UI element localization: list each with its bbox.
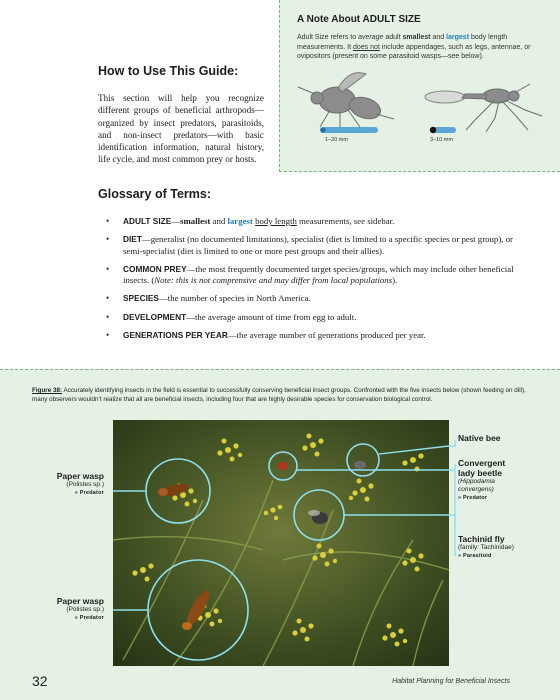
- how-to-use-heading: How to Use This Guide:: [98, 64, 239, 78]
- native-bee-label: Native bee: [458, 433, 501, 443]
- page-number: 32: [32, 673, 48, 689]
- tachinid-callout: Tachinid fly (family: Tachinidae) » Parasitoid: [458, 534, 514, 559]
- glossary-item-generations: • GENERATIONS PER YEAR—the average number of generations produced per year.: [106, 330, 526, 342]
- adult-size-sidebar: [279, 0, 560, 172]
- crane-fly-silhouette-icon: [425, 84, 542, 132]
- small-scale-label: 1–20 mm: [325, 137, 348, 143]
- running-footer: Habitat Planning for Beneficial Insects: [392, 678, 510, 685]
- paper-wasp-top-callout: Paper wasp (Polistes sp.) » Predator: [56, 471, 104, 496]
- figure-label: Figure 38:: [32, 387, 63, 394]
- glossary-item-adult-size: • ADULT SIZE—smallest and largest body length measurements, see sidebar.: [106, 216, 526, 228]
- native-bee-icon: [354, 461, 366, 469]
- paper-wasp-bottom-callout: Paper wasp (Polistes sp.) » Predator: [56, 596, 104, 621]
- wasp-silhouette-icon: [298, 73, 394, 128]
- glossary-list: [106, 216, 526, 348]
- glossary-heading: Glossary of Terms:: [98, 187, 212, 201]
- how-to-use-paragraph: This section will help you recognize different groups of beneficial arthropods—organized by insect predators, parasitoids, and non-insect predators—with basic identification information, natural history, life cycle, and most common prey or hosts.: [98, 93, 264, 165]
- lady-beetle-icon: [278, 462, 288, 470]
- sidebar-title: A Note About ADULT SIZE: [297, 14, 421, 25]
- glossary-item-species: • SPECIES—the number of species in North America.: [106, 293, 526, 305]
- lady-beetle-callout: Convergent lady beetle (Hippodamia convergens) » Predator: [458, 458, 506, 501]
- glossary-item-development: • DEVELOPMENT—the average amount of time from egg to adult.: [106, 312, 526, 324]
- glossary-item-common-prey: • COMMON PREY—the most frequently documented target species/groups, which may include other beneficial insects. (Note: this is not comprensive and may differ from local populations).: [106, 264, 526, 287]
- dill-flower-image: [113, 420, 449, 666]
- large-scale-label: 3–10 mm: [430, 137, 453, 143]
- figure-panel: [0, 369, 560, 700]
- native-bee-callout: [458, 433, 501, 443]
- dill-photo: [113, 420, 449, 666]
- sidebar-text: Adult Size refers to average adult smallest and largest body length measurements. It does not include appendages, such as legs, antennae, or ovipositors (present on some parasitoid wasps—see below).: [297, 34, 531, 60]
- figure-caption: Figure 38: Accurately identifying insects in the field is essential to successfully conserving beneficial insect groups. Confronted with the five insects below (shown feeding on dill), many observers wouldn’t realize that all are beneficial insects, including four that are highly desirable species for conservation biological control.: [32, 387, 526, 403]
- glossary-item-diet: • DIET—generalist (no documented limitations), specialist (diet is limited to a specific species or pest group), or semi-specialist (diet is limited to one or more pest groups and their allies).: [106, 234, 526, 257]
